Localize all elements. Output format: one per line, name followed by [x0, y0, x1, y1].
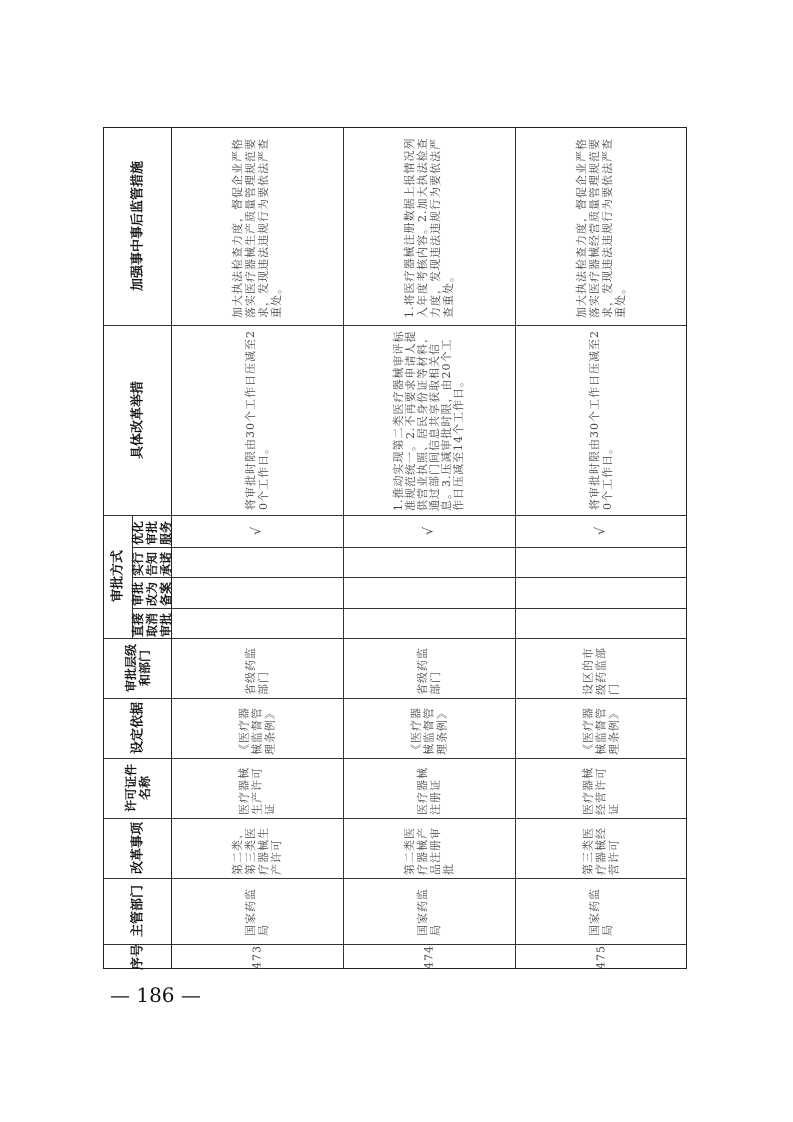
header-method-record: 审批改为备案 — [131, 581, 173, 606]
header-method-cancel: 直接取消审批 — [131, 612, 173, 637]
reform-table — [103, 127, 687, 969]
header-basis: 设定依据 — [130, 701, 146, 755]
header-method-notify: 实行告知承诺 — [131, 551, 173, 576]
row-474-basis: 《医疗器械监督管理条例》 — [409, 707, 449, 755]
header-measures: 具体改革举措 — [130, 380, 146, 460]
header-level: 审批层级和部门 — [124, 644, 152, 693]
page-number: — 186 — — [110, 983, 201, 1007]
row-475-measures: 将审批时限由30个工作日压减至20个工作日。 — [588, 330, 614, 510]
row-475-optimize-check: √ — [593, 526, 609, 536]
row-473-seq: 473 — [250, 945, 264, 969]
row-474-license: 医疗器械注册证 — [416, 767, 442, 815]
header-dept: 主管部门 — [130, 884, 146, 938]
header-method: 审批方式 — [110, 549, 126, 603]
row-473-item: 第二类、第三类医疗器械生产许可 — [231, 827, 283, 875]
row-473-license: 医疗器械生产许可证 — [237, 767, 277, 815]
rule-license — [104, 758, 686, 759]
rule-m1 — [132, 608, 686, 609]
row-475-item: 第三类医疗器械经营许可 — [581, 827, 621, 875]
row-473-dept: 国家药监局 — [244, 888, 270, 936]
row-473-supervision: 加大执法检查力度，督促企业严格落实医疗器械生产质量管理规范要求，发现违法违规行为要依法严查重处。 — [231, 138, 283, 318]
row-475-license: 医疗器械经营许可证 — [581, 767, 621, 815]
row-474-optimize-check: √ — [421, 526, 437, 536]
row-473-measures: 将审批时限由30个工作日压减至20个工作日。 — [244, 330, 270, 510]
rule-row-474 — [515, 128, 516, 968]
row-473-basis: 《医疗器械监督管理条例》 — [237, 707, 277, 755]
header-supervision: 加强事中事后监管措施 — [130, 160, 146, 292]
row-475-basis: 《医疗器械监督管理条例》 — [581, 707, 621, 755]
row-475-dept: 国家药监局 — [588, 888, 614, 936]
row-474-item: 第二类医疗器械产品注册审批 — [403, 827, 455, 875]
rule-row-473 — [343, 128, 344, 968]
rule-m3 — [132, 547, 686, 548]
header-item: 改革事项 — [130, 821, 146, 875]
row-474-supervision: 1.将医疗器械注册数据上报情况列入年度考核内容。2.加大执法检查力度，发现违法违规行为要依法严查重处。 — [403, 137, 455, 318]
row-473-optimize-check: √ — [249, 526, 265, 536]
row-475-level: 设区的市级药监部门 — [581, 647, 621, 695]
row-475-seq: 475 — [594, 945, 608, 969]
row-474-measures: 1.推动实现第二类医疗器械审评标准规范统一。2.不再要求申请人提供营业执照、居民身份证等材料，通过部门间信息共享获取相关信息。3.压减审批时限，由20个工作日压减至14个工作日。 — [392, 330, 465, 511]
rule-m4 — [104, 515, 686, 516]
rule-item — [104, 818, 686, 819]
row-475-supervision: 加大执法检查力度，督促企业严格落实医疗器械经营质量管理规范要求，发现违法违规行为要依法严查重处。 — [575, 138, 627, 318]
row-474-level: 省级药监部门 — [416, 647, 442, 695]
row-474-seq: 474 — [422, 945, 436, 969]
header-seq: 序号 — [130, 943, 146, 971]
rule-level — [104, 638, 686, 639]
row-473-level: 省级药监部门 — [244, 647, 270, 695]
row-474-dept: 国家药监局 — [416, 888, 442, 936]
rule-m2 — [132, 577, 686, 578]
rule-basis — [104, 698, 686, 699]
header-license: 许可证件名称 — [124, 764, 152, 813]
header-method-optimize: 优化审批服务 — [131, 520, 173, 545]
rule-measures — [104, 325, 686, 326]
rule-dept — [104, 878, 686, 879]
